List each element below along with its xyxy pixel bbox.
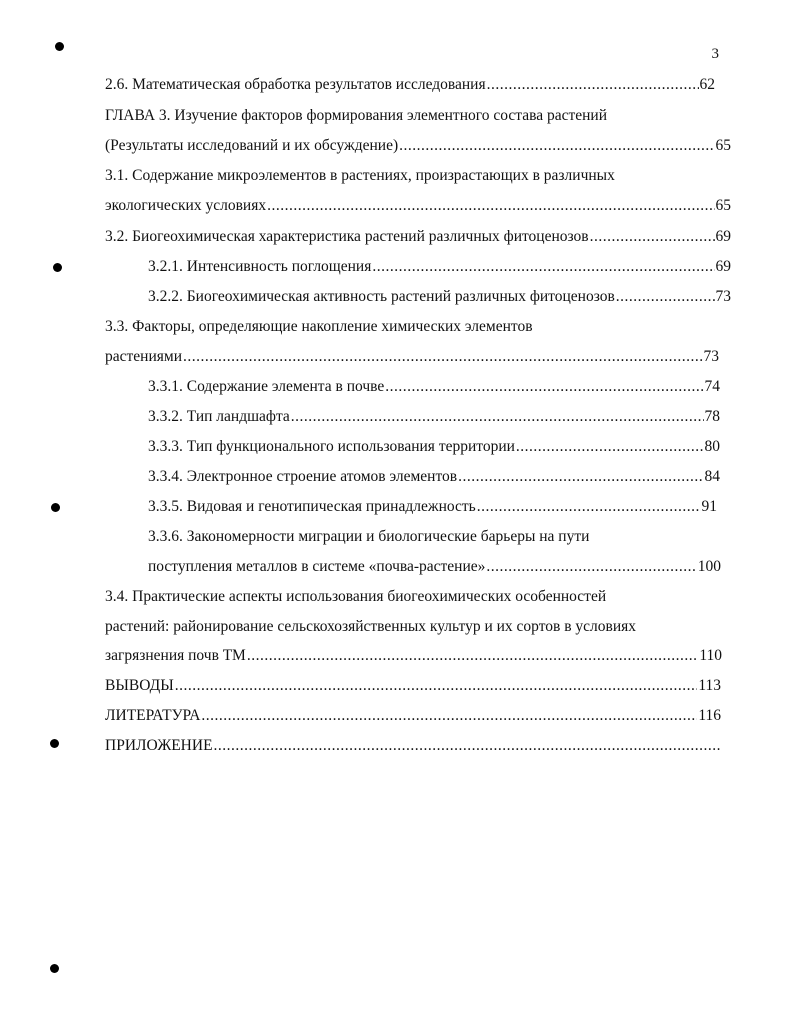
toc-entry-page: 113 xyxy=(698,677,721,694)
toc-leader-dots xyxy=(516,432,704,462)
toc-entry-page: 69 xyxy=(715,258,731,275)
toc-entry-line xyxy=(105,161,732,191)
toc-entry-title: (Результаты исследований и их обсуждение) xyxy=(105,137,399,154)
toc-entry-title: поступления металлов в системе «почва-растение» xyxy=(148,558,486,575)
toc-entry-title: экологических условиях xyxy=(105,197,267,214)
toc-entry xyxy=(105,731,721,761)
toc-entry xyxy=(148,282,731,312)
toc-entry-line xyxy=(105,101,732,131)
toc-entry xyxy=(148,492,717,522)
toc-entry-title: 3.2. Биогеохимическая характеристика растений различных фитоценозов xyxy=(105,228,589,245)
toc-entry-page: 62 xyxy=(699,76,715,93)
toc-entry xyxy=(105,70,715,100)
toc-entry-title: 3.3. Факторы, определяющие накопление химических элементов xyxy=(105,318,533,335)
toc-entry xyxy=(148,252,731,282)
toc-entry-page: 65 xyxy=(715,137,731,154)
toc-leader-dots xyxy=(458,462,703,492)
binding-hole-mark xyxy=(50,964,59,973)
toc-entry-title: 3.2.1. Интенсивность поглощения xyxy=(148,258,372,275)
toc-leader-dots xyxy=(616,282,715,312)
toc-entry-title: ГЛАВА 3. Изучение факторов формирования элементного состава растений xyxy=(105,107,607,124)
toc-entry-title: 2.6. Математическая обработка результатов исследования xyxy=(105,76,486,93)
toc-entry-title: 3.3.1. Содержание элемента в почве xyxy=(148,378,385,395)
toc-entry xyxy=(148,432,720,462)
toc-leader-dots xyxy=(385,372,703,402)
toc-leader-dots xyxy=(183,342,703,372)
toc-entry-title: 3.4. Практические аспекты использования биогеохимических особенностей xyxy=(105,588,607,605)
toc-entry-page: 73 xyxy=(703,348,719,365)
toc-entry xyxy=(105,222,731,252)
toc-entry xyxy=(148,402,720,432)
binding-hole-mark xyxy=(53,263,62,272)
toc-entry-title: 3.3.3. Тип функционального использования территории xyxy=(148,438,515,455)
toc-entry-title: растений: районирование сельскохозяйственных культур и их сортов в условиях xyxy=(105,618,637,635)
page-number: 3 xyxy=(711,46,719,62)
toc-entry xyxy=(105,191,731,221)
toc-leader-dots xyxy=(486,552,696,582)
toc-leader-dots xyxy=(487,70,699,100)
toc-entry-title: ЛИТЕРАТУРА xyxy=(105,707,201,724)
toc-leader-dots xyxy=(247,641,699,671)
toc-entry xyxy=(105,342,719,372)
toc-entry xyxy=(105,671,721,701)
toc-entry-title: ПРИЛОЖЕНИЕ xyxy=(105,737,213,754)
toc-entry-line xyxy=(105,612,722,642)
toc-entry-title: 3.2.2. Биогеохимическая активность растений различных фитоценозов xyxy=(148,288,615,305)
toc-entry xyxy=(105,131,731,161)
binding-hole-mark xyxy=(51,503,60,512)
toc-entry-title: 3.1. Содержание микроэлементов в растениях, произрастающих в различных xyxy=(105,167,615,184)
toc-entry-page: 73 xyxy=(715,288,731,305)
toc-leader-dots xyxy=(267,191,714,221)
toc-entry-title: 3.3.4. Электронное строение атомов элементов xyxy=(148,468,458,485)
binding-hole-mark xyxy=(55,42,64,51)
toc-entry-title: 3.3.5. Видовая и генотипическая принадлежность xyxy=(148,498,476,515)
toc-entry-title: растениями xyxy=(105,348,182,365)
toc-entry xyxy=(148,552,721,582)
toc-entry-page: 110 xyxy=(699,647,722,664)
toc-leader-dots xyxy=(291,402,704,432)
toc-entry xyxy=(105,641,722,671)
toc-entry-page: 80 xyxy=(704,438,720,455)
toc-entry-page: 69 xyxy=(715,228,731,245)
toc-leader-dots xyxy=(214,731,720,761)
toc-entry-line xyxy=(105,582,722,612)
toc-entry-title: ВЫВОДЫ xyxy=(105,677,174,694)
toc-leader-dots xyxy=(590,222,715,252)
binding-hole-mark xyxy=(50,739,59,748)
toc-entry-line xyxy=(105,312,722,342)
toc-leader-dots xyxy=(399,131,714,161)
toc-leader-dots xyxy=(201,701,697,731)
toc-entry xyxy=(148,372,720,402)
toc-entry-title: 3.3.6. Закономерности миграции и биологические барьеры на пути xyxy=(148,528,590,545)
toc-leader-dots xyxy=(175,671,698,701)
toc-entry-page: 74 xyxy=(704,378,720,395)
toc-leader-dots xyxy=(477,492,701,522)
toc-entry-page: 84 xyxy=(704,468,720,485)
toc-entry-title: 3.3.2. Тип ландшафта xyxy=(148,408,290,425)
toc-entry-page: 78 xyxy=(704,408,720,425)
toc-entry-page: 116 xyxy=(698,707,721,724)
toc-entry-line xyxy=(148,522,722,552)
toc-leader-dots xyxy=(372,252,714,282)
toc-entry xyxy=(105,701,721,731)
toc-entry-page: 100 xyxy=(697,558,721,575)
toc-entry xyxy=(148,462,720,492)
toc-entry-title: загрязнения почв ТМ xyxy=(105,647,246,664)
toc-entry-page: 65 xyxy=(715,197,731,214)
toc-entry-page: 91 xyxy=(701,498,717,515)
